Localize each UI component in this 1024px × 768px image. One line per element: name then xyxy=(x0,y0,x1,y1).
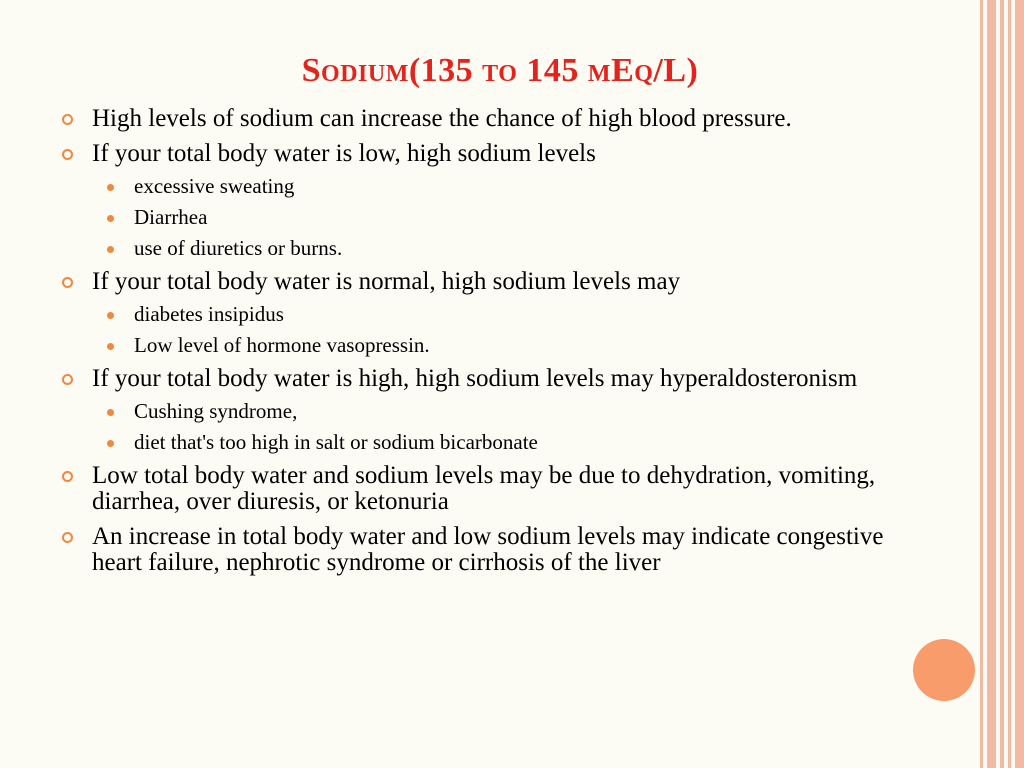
sub-bullet-text: use of diuretics or burns. xyxy=(134,236,343,260)
bullet-text: High levels of sodium can increase the chance of high blood pressure. xyxy=(92,105,792,132)
sub-bullet-text: Cushing syndrome, xyxy=(134,399,298,423)
sub-bullet-item xyxy=(62,400,912,423)
sub-bullet-item xyxy=(62,431,912,454)
dot-bullet-icon xyxy=(107,184,114,191)
dot-bullet-icon xyxy=(107,246,114,253)
sub-bullet-item xyxy=(62,175,912,198)
bullet-item xyxy=(62,269,912,295)
decorative-stripe xyxy=(1000,0,1004,768)
sub-bullet-text: excessive sweating xyxy=(134,174,295,198)
bullet-item xyxy=(62,524,912,576)
accent-circle xyxy=(913,639,975,701)
ring-bullet-icon xyxy=(62,114,73,125)
bullet-text: Low total body water and sodium levels may be due to dehydration, vomiting, diarrhea, over diuresis, or ketonuria xyxy=(92,462,876,515)
bullet-list xyxy=(62,106,912,576)
ring-bullet-icon xyxy=(62,471,73,482)
sub-bullet-item xyxy=(62,303,912,326)
bullet-text: If your total body water is low, high sodium levels xyxy=(92,140,596,167)
dot-bullet-icon xyxy=(107,312,114,319)
decorative-stripe xyxy=(980,0,983,768)
ring-bullet-icon xyxy=(62,374,73,385)
sub-bullet-item xyxy=(62,237,912,260)
slide-title: Sodium(135 to 145 mEq/L) xyxy=(301,52,699,89)
bullet-item xyxy=(62,141,912,167)
decorative-stripe xyxy=(987,0,996,768)
bullet-text: An increase in total body water and low sodium levels may indicate congestive heart failure, nephrotic syndrome or cirrhosis of the liver xyxy=(92,523,884,576)
sub-bullet-item xyxy=(62,334,912,357)
ring-bullet-icon xyxy=(62,532,73,543)
sub-bullet-text: Low level of hormone vasopressin. xyxy=(134,333,430,357)
bullet-item xyxy=(62,106,912,132)
dot-bullet-icon xyxy=(107,409,114,416)
sub-bullet-text: diabetes insipidus xyxy=(134,302,284,326)
decorative-stripe xyxy=(1015,0,1024,768)
ring-bullet-icon xyxy=(62,149,73,160)
sub-bullet-text: diet that's too high in salt or sodium bicarbonate xyxy=(134,430,538,454)
sub-bullet-text: Diarrhea xyxy=(134,205,208,229)
dot-bullet-icon xyxy=(107,215,114,222)
ring-bullet-icon xyxy=(62,277,73,288)
dot-bullet-icon xyxy=(107,343,114,350)
decorative-stripe xyxy=(1008,0,1011,768)
sub-bullet-item xyxy=(62,206,912,229)
bullet-item xyxy=(62,463,912,515)
bullet-text: If your total body water is high, high sodium levels may hyperaldosteronism xyxy=(92,365,858,392)
dot-bullet-icon xyxy=(107,440,114,447)
bullet-text: If your total body water is normal, high sodium levels may xyxy=(92,268,681,295)
bullet-item xyxy=(62,366,912,392)
